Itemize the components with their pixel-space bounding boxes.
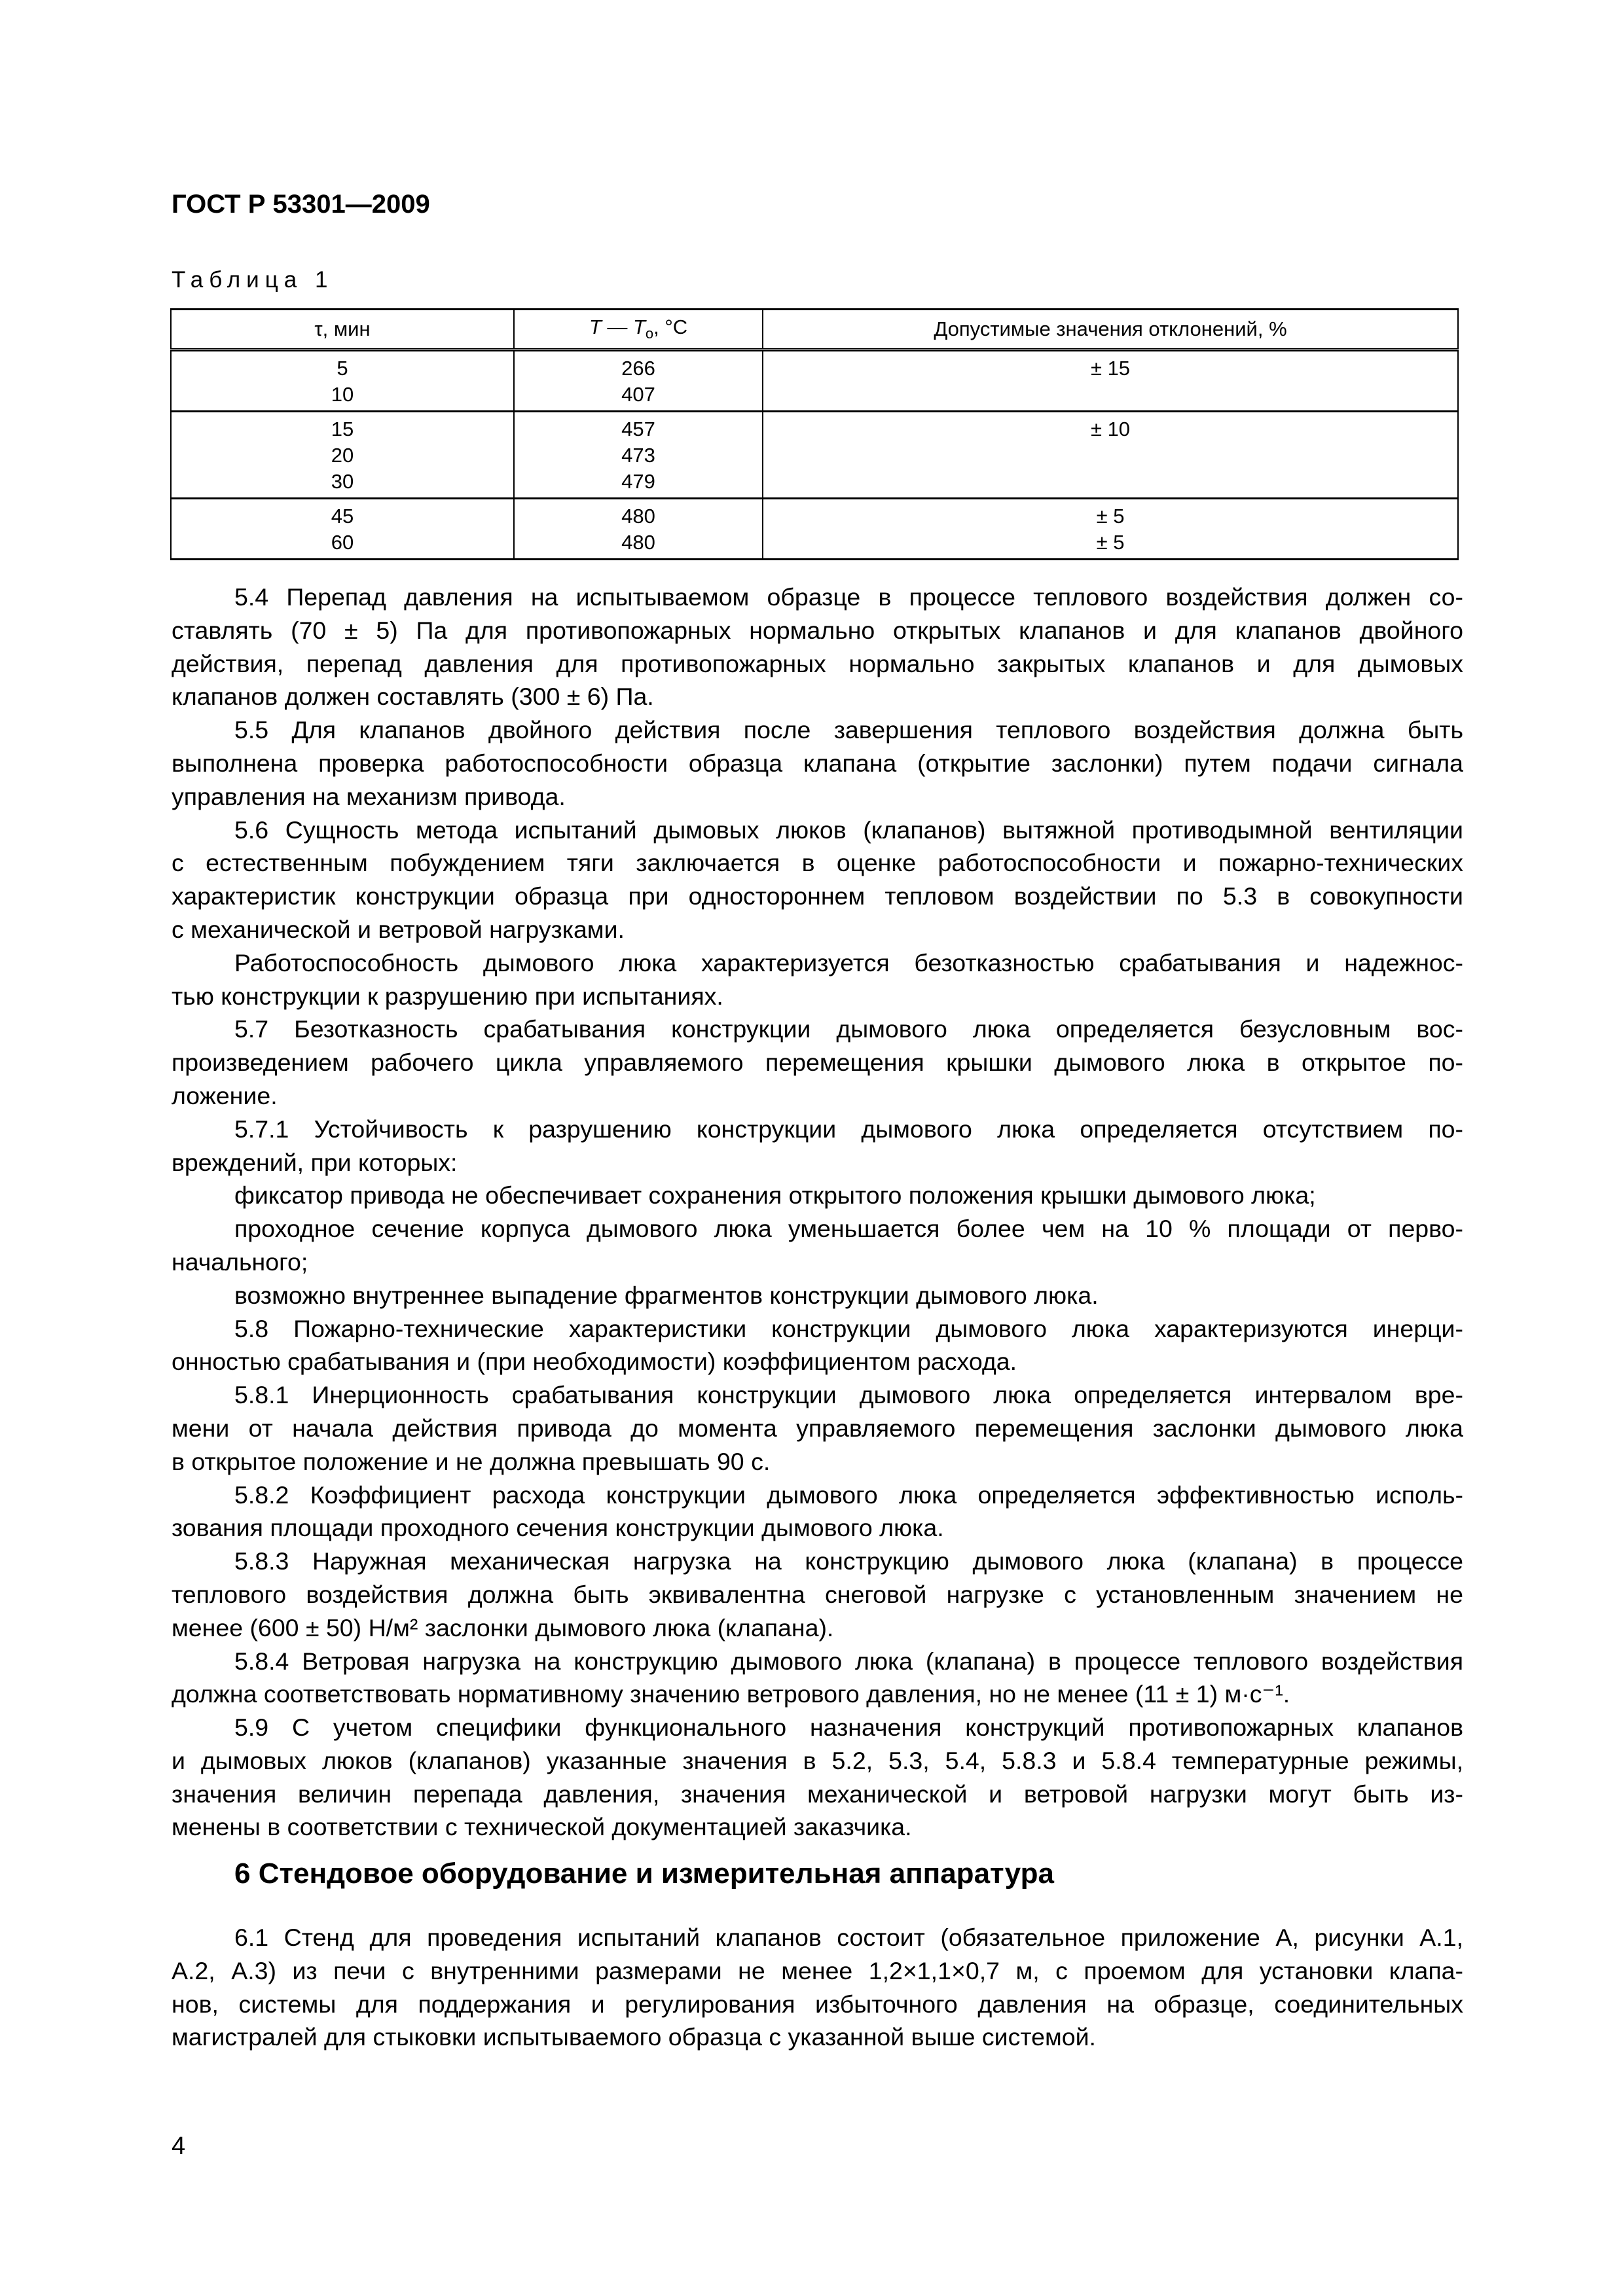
cell-value: ± 10 xyxy=(1090,418,1131,440)
paragraph xyxy=(172,1921,1463,2054)
cell-value: 30 xyxy=(331,470,354,493)
text-line: 5.6 Сущность метода испытаний дымовых люков (клапанов) вытяжной противодымной вентиляции xyxy=(234,816,1463,844)
cell-value: 5 xyxy=(337,357,348,380)
cell-value: ± 5 xyxy=(1096,505,1125,528)
text-line: 5.4 Перепад давления на испытываемом образце в процессе теплового воздействия должен со- xyxy=(234,583,1463,611)
header-temp-unit: , °С xyxy=(653,315,688,339)
cell-value: 15 xyxy=(331,418,354,440)
text-line: ставлять (70 ± 5) Па для противопожарных нормально открытых клапанов и для клапанов двойного xyxy=(172,616,1463,644)
text-line: должна соответствовать нормативному значению ветрового давления, но не менее (11 ± 1) м·с⁻¹. xyxy=(172,1680,1290,1708)
cell-value: 479 xyxy=(621,470,655,493)
cell-tau xyxy=(171,412,514,499)
text-line: начального; xyxy=(172,1247,308,1276)
header-temp-sub: о xyxy=(645,325,654,342)
paragraph xyxy=(172,1378,1463,1478)
cell-temperature xyxy=(514,350,763,412)
header-deviation: Допустимые значения отклонений, % xyxy=(763,310,1458,350)
text-line: 5.9 С учетом специфики функционального назначения конструкций противопожарных клапанов xyxy=(234,1713,1463,1742)
paragraph xyxy=(172,1645,1463,1712)
text-line: произведением рабочего цикла управляемого перемещения крышки дымового люка в открытое по- xyxy=(172,1049,1463,1077)
table-row-group xyxy=(171,499,1458,560)
cell-value: 20 xyxy=(331,444,354,467)
cell-deviation xyxy=(763,412,1458,499)
paragraph xyxy=(172,1711,1463,1844)
cell-value: ± 5 xyxy=(1096,531,1125,554)
body-text xyxy=(172,581,1463,1844)
paragraph xyxy=(172,946,1463,1013)
text-line: и дымовых люков (клапанов) указанные значения в 5.2, 5.3, 5.4, 5.8.3 и 5.8.4 температурные режимы, xyxy=(172,1746,1463,1774)
text-line: 5.7.1 Устойчивость к разрушению конструкции дымового люка определяется отсутствием по- xyxy=(234,1115,1463,1143)
text-line: 5.8.1 Инерционность срабатывания конструкции дымового люка определяется интервалом вре- xyxy=(234,1381,1463,1409)
text-line: в открытое положение и не должна превышать 90 с. xyxy=(172,1447,771,1475)
body-text-section-6 xyxy=(172,1921,1463,2054)
text-line: теплового воздействия должна быть эквивалентна снеговой нагрузке с установленным значением не xyxy=(172,1580,1463,1608)
paragraph xyxy=(172,1479,1463,1545)
text-line: 5.8.4 Ветровая нагрузка на конструкцию дымового люка (клапана) в процессе теплового воздействия xyxy=(234,1647,1463,1675)
cell-value: 266 xyxy=(621,357,655,380)
text-line: с естественным побуждением тяги заключается в оценке работоспособности и пожарно-технических xyxy=(172,849,1463,877)
cell-value: 45 xyxy=(331,505,354,528)
text-line: характеристик конструкции образца при одностороннем тепловом воздействии по 5.3 в совокупности xyxy=(172,882,1463,910)
text-line: 5.7 Безотказность срабатывания конструкции дымового люка определяется безусловным вос- xyxy=(234,1015,1463,1043)
cell-value: 473 xyxy=(621,444,655,467)
section-title: 6 Стендовое оборудование и измерительная аппаратура xyxy=(234,1857,1054,1890)
cell-temperature xyxy=(514,412,763,499)
table-1 xyxy=(170,308,1459,560)
cell-value: ± 15 xyxy=(1090,357,1131,380)
header-tau: τ, мин xyxy=(171,310,514,350)
paragraph xyxy=(172,1312,1463,1379)
table-caption: Таблица 1 xyxy=(172,267,334,293)
text-line: значения величин перепада давления, значения механической и ветровой нагрузки могут быть из- xyxy=(172,1780,1463,1808)
cell-value: 60 xyxy=(331,531,354,554)
text-line: мени от начала действия привода до момента управляемого перемещения заслонки дымового люка xyxy=(172,1414,1463,1442)
cell-tau xyxy=(171,350,514,412)
text-line: управления на механизм привода. xyxy=(172,782,566,810)
cell-value: 480 xyxy=(621,505,655,528)
cell-value: 10 xyxy=(331,383,354,406)
text-line: 5.5 Для клапанов двойного действия после завершения теплового воздействия должна быть xyxy=(234,716,1463,744)
text-line: действия, перепад давления для противопожарных нормально закрытых клапанов и для дымовых xyxy=(172,649,1463,677)
text-line: онностью срабатывания и (при необходимости) коэффициентом расхода. xyxy=(172,1348,1017,1376)
paragraph xyxy=(172,814,1463,946)
text-line: возможно внутреннее выпадение фрагментов конструкции дымового люка. xyxy=(234,1281,1099,1309)
header-temperature xyxy=(514,310,763,350)
paragraph xyxy=(172,713,1463,813)
text-line: клапанов должен составлять (300 ± 6) Па. xyxy=(172,683,654,711)
text-line: менены в соответствии с технической документацией заказчика. xyxy=(172,1813,912,1841)
text-line: 5.8 Пожарно-технические характеристики конструкции дымового люка характеризуются инерци- xyxy=(234,1314,1463,1342)
paragraph xyxy=(172,1113,1463,1179)
text-line: А.2, А.3) из печи с внутренними размерами не менее 1,2×1,1×0,7 м, с проемом для установки клапа- xyxy=(172,1956,1463,1984)
text-line: зования площади проходного сечения конструкции дымового люка. xyxy=(172,1514,944,1542)
text-line: 5.8.3 Наружная механическая нагрузка на конструкцию дымового люка (клапана) в процессе xyxy=(234,1547,1463,1575)
paragraph xyxy=(172,1279,1463,1312)
table-row-group xyxy=(171,412,1458,499)
table-row-group xyxy=(171,350,1458,412)
text-line: нов, системы для поддержания и регулирования избыточного давления на образце, соединительных xyxy=(172,1990,1463,2018)
paragraph xyxy=(172,1212,1463,1279)
text-line: Работоспособность дымового люка характеризуется безотказностью срабатывания и надежнос- xyxy=(234,948,1463,977)
paragraph xyxy=(172,1013,1463,1112)
cell-value: 457 xyxy=(621,418,655,440)
text-line: вреждений, при которых: xyxy=(172,1148,458,1176)
text-line: выполнена проверка работоспособности образца клапана (открытие заслонки) путем подачи сигнала xyxy=(172,749,1463,777)
text-line: фиксатор привода не обеспечивает сохранения открытого положения крышки дымового люка; xyxy=(234,1181,1316,1210)
text-line: 5.8.2 Коэффициент расхода конструкции дымового люка определяется эффективностью исполь- xyxy=(234,1480,1463,1509)
text-line: 6.1 Стенд для проведения испытаний клапанов состоит (обязательное приложение А, рисунки А.1, xyxy=(234,1924,1463,1951)
cell-value: 480 xyxy=(621,531,655,554)
text-line: менее (600 ± 50) Н/м² заслонки дымового люка (клапана). xyxy=(172,1613,834,1641)
text-line: ложение. xyxy=(172,1081,278,1109)
table-header-row xyxy=(171,310,1458,350)
text-line: с механической и ветровой нагрузками. xyxy=(172,915,625,943)
text-line: тью конструкции к разрушению при испытаниях. xyxy=(172,982,723,1010)
paragraph xyxy=(172,581,1463,713)
text-line: проходное сечение корпуса дымового люка уменьшается более чем на 10 % площади от перво- xyxy=(234,1215,1463,1243)
text-line: магистралей для стыковки испытываемого образца с указанной выше системой. xyxy=(172,2023,1096,2051)
cell-temperature xyxy=(514,499,763,560)
document-header: ГОСТ Р 53301—2009 xyxy=(172,190,430,219)
header-temp-symbol: T — T xyxy=(589,315,646,339)
paragraph xyxy=(172,1545,1463,1644)
cell-deviation xyxy=(763,350,1458,412)
cell-tau xyxy=(171,499,514,560)
cell-deviation xyxy=(763,499,1458,560)
page-number: 4 xyxy=(172,2132,186,2160)
cell-value: 407 xyxy=(621,383,655,406)
paragraph xyxy=(172,1179,1463,1212)
